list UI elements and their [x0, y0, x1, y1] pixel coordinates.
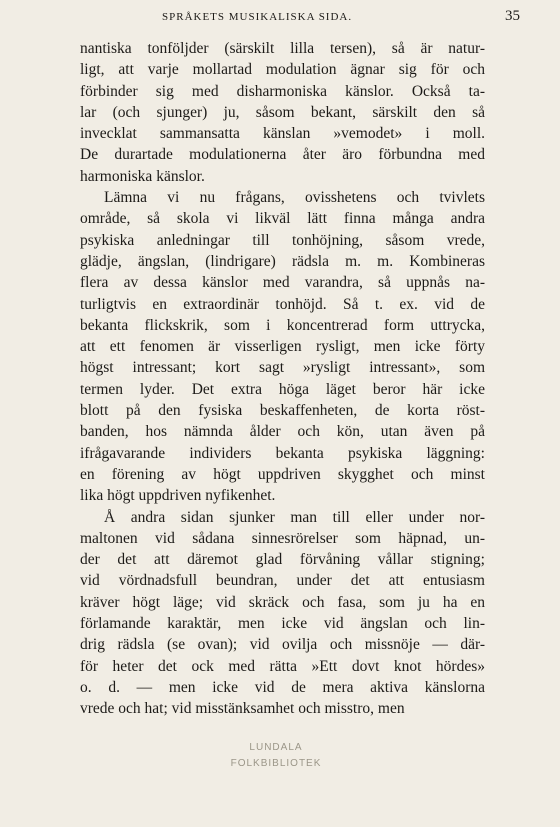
text-line: invecklat sammansatta känslan »vemodet» i moll. [80, 125, 485, 143]
text-line: glädje, ängslan, (lindrigare) rädsla m. m. Kombineras [80, 252, 485, 270]
text-line: maltonen vid sådana sinnesrörelser som häpnad, un- [80, 529, 485, 547]
text-line: ligt, att varje mollartad modulation ägnar sig för och [80, 61, 485, 79]
page-header [80, 8, 520, 30]
text-line: blott på den fysiska beskaffenheten, de korta röst- [80, 402, 485, 420]
text-line: nantiska tonföljder (särskilt lilla tersen), så är natur- [80, 40, 485, 57]
text-line: Lämna vi nu frågans, ovisshetens och tvivlets [104, 189, 485, 207]
stamp-line-1: LUNDALA [249, 742, 303, 753]
text-line: Å andra sidan sjunker man till eller under nor- [104, 508, 485, 526]
text-line: område, så skola vi likväl lätt finna många andra [80, 210, 485, 228]
text-line: förlamande karaktär, men icke vid ängslan och lin- [80, 615, 485, 633]
body-text [80, 38, 485, 720]
text-line: ifrågavarande individers bekanta psykiska läggning: [80, 444, 485, 462]
text-line: termen lyder. Det extra höga läget beror här icke [80, 380, 485, 398]
text-line: för heter det ock med rätta »Ett dovt knot hördes» [80, 657, 485, 675]
text-line: o. d. — men icke vid de mera aktiva känslorna [80, 678, 485, 696]
page-number: 35 [505, 8, 520, 24]
text-line: drig rädsla (se ovan); vid ovilja och missnöje — där- [80, 636, 485, 654]
text-line: en förening av högt uppdriven skygghet och minst [80, 465, 485, 483]
library-stamp [216, 740, 336, 772]
text-line: att ett fenomen är visserligen rysligt, men icke förty [80, 338, 485, 356]
text-line: kräver högt läge; vid skräck och fasa, som ju ha en [80, 593, 485, 611]
stamp-line-2: FOLKBIBLIOTEK [230, 758, 322, 769]
text-line: förbinder sig med disharmoniska känslor. Också ta- [80, 82, 485, 100]
text-line: De durartade modulationerna åter äro förbundna med [80, 146, 485, 164]
text-line: bekanta flickskrik, som i koncentrerad form uttrycka, [80, 316, 485, 334]
text-line: högst intressant; kort sagt »rysligt intressant», som [80, 359, 485, 377]
text-line: psykiska anledningar till tonhöjning, såsom vrede, [80, 231, 485, 249]
text-line: lar (och sjunger) ju, såsom bekant, särskilt den så [80, 103, 485, 121]
text-line: turligtvis en extraordinär tonhöjd. Så t. ex. vid de [80, 295, 485, 313]
text-line: flera av dessa känslor med varandra, så uppnås na- [80, 274, 485, 292]
text-line: vid vördnadsfull beundran, under det att entusiasm [80, 572, 485, 590]
running-head: SPRÅKETS MUSIKALISKA SIDA. [162, 11, 353, 23]
text-line: vrede och hat; vid misstänksamhet och misstro, men [80, 700, 405, 718]
text-line: harmoniska känslor. [80, 167, 205, 185]
text-line: lika högt uppdriven nyfikenhet. [80, 487, 276, 505]
text-line: banden, hos nämnda ålder och kön, utan även på [80, 423, 485, 441]
text-line: der det att däremot glad förvåning vållar stigning; [80, 551, 485, 569]
